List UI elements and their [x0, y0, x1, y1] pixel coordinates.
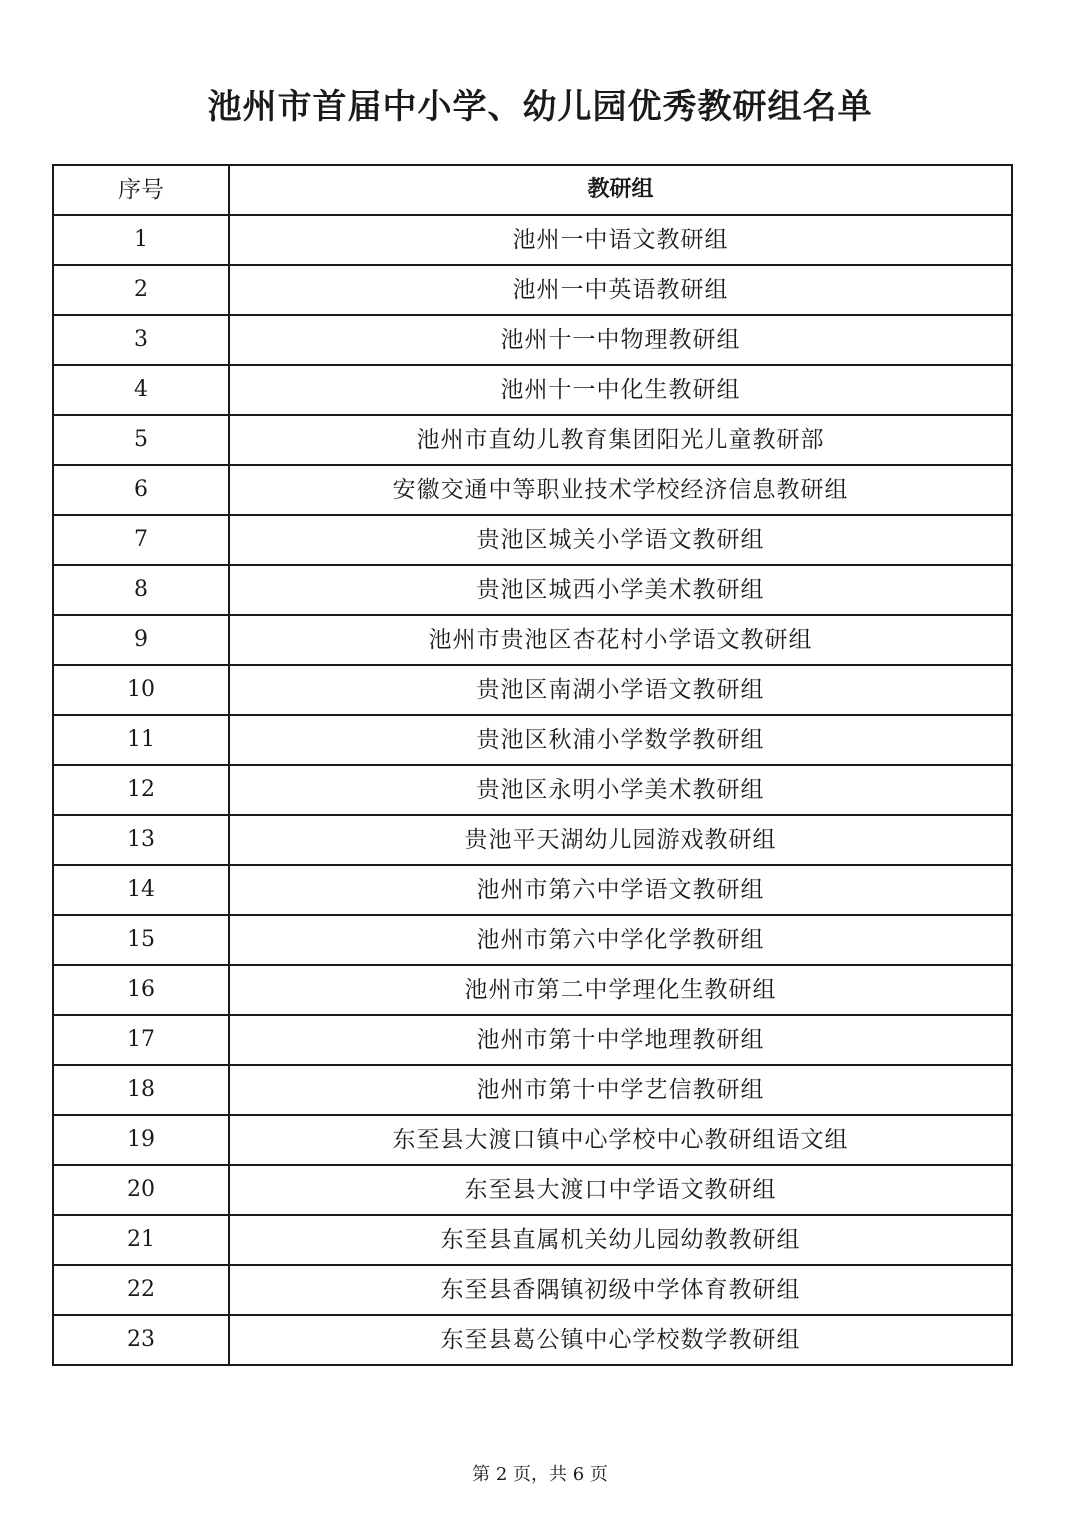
research-group-cell: 池州市直幼儿教育集团阳光儿童教研部	[229, 415, 1012, 465]
research-group-cell: 贵池区永明小学美术教研组	[229, 765, 1012, 815]
table-row	[53, 365, 1012, 415]
serial-number-cell: 19	[53, 1115, 229, 1165]
table-row	[53, 215, 1012, 265]
research-group-cell: 东至县大渡口镇中心学校中心教研组语文组	[229, 1115, 1012, 1165]
serial-number-cell: 1	[53, 215, 229, 265]
research-group-cell: 池州市第六中学化学教研组	[229, 915, 1012, 965]
table-row	[53, 1165, 1012, 1215]
serial-number-cell: 7	[53, 515, 229, 565]
serial-number-cell: 10	[53, 665, 229, 715]
serial-number-cell: 9	[53, 615, 229, 665]
serial-number-cell: 4	[53, 365, 229, 415]
table-row	[53, 565, 1012, 615]
table-row	[53, 665, 1012, 715]
table-row	[53, 1265, 1012, 1315]
table-row	[53, 815, 1012, 865]
research-group-cell: 安徽交通中等职业技术学校经济信息教研组	[229, 465, 1012, 515]
research-group-cell: 贵池平天湖幼儿园游戏教研组	[229, 815, 1012, 865]
table-row	[53, 415, 1012, 465]
serial-number-cell: 22	[53, 1265, 229, 1315]
research-group-cell: 贵池区城关小学语文教研组	[229, 515, 1012, 565]
serial-number-cell: 3	[53, 315, 229, 365]
table-row	[53, 765, 1012, 815]
research-group-cell: 东至县大渡口中学语文教研组	[229, 1165, 1012, 1215]
page-footer: 第 2 页，共 6 页	[472, 1464, 608, 1485]
serial-number-cell: 16	[53, 965, 229, 1015]
research-group-cell: 贵池区秋浦小学数学教研组	[229, 715, 1012, 765]
table-row	[53, 1215, 1012, 1265]
table-row	[53, 265, 1012, 315]
table-row	[53, 865, 1012, 915]
serial-number-cell: 23	[53, 1315, 229, 1365]
header-serial-number: 序号	[53, 165, 229, 215]
table-header-row	[53, 165, 1012, 215]
serial-number-cell: 11	[53, 715, 229, 765]
table-row	[53, 1065, 1012, 1115]
serial-number-cell: 13	[53, 815, 229, 865]
table-row	[53, 715, 1012, 765]
research-group-cell: 池州市第六中学语文教研组	[229, 865, 1012, 915]
research-group-cell: 池州市第十中学地理教研组	[229, 1015, 1012, 1065]
research-group-cell: 贵池区城西小学美术教研组	[229, 565, 1012, 615]
research-group-cell: 池州一中英语教研组	[229, 265, 1012, 315]
table-row	[53, 1315, 1012, 1365]
serial-number-cell: 5	[53, 415, 229, 465]
research-group-cell: 池州市贵池区杏花村小学语文教研组	[229, 615, 1012, 665]
research-group-table	[52, 164, 1013, 1366]
table-row	[53, 465, 1012, 515]
research-group-cell: 池州十一中物理教研组	[229, 315, 1012, 365]
table-row	[53, 315, 1012, 365]
research-group-cell: 东至县直属机关幼儿园幼教教研组	[229, 1215, 1012, 1265]
research-group-cell: 池州市第二中学理化生教研组	[229, 965, 1012, 1015]
table-row	[53, 965, 1012, 1015]
research-group-cell: 东至县葛公镇中心学校数学教研组	[229, 1315, 1012, 1365]
serial-number-cell: 14	[53, 865, 229, 915]
header-research-group: 教研组	[229, 165, 1012, 215]
serial-number-cell: 6	[53, 465, 229, 515]
research-group-cell: 池州市第十中学艺信教研组	[229, 1065, 1012, 1115]
table-row	[53, 915, 1012, 965]
serial-number-cell: 2	[53, 265, 229, 315]
serial-number-cell: 18	[53, 1065, 229, 1115]
serial-number-cell: 20	[53, 1165, 229, 1215]
serial-number-cell: 15	[53, 915, 229, 965]
research-group-cell: 贵池区南湖小学语文教研组	[229, 665, 1012, 715]
research-group-cell: 东至县香隅镇初级中学体育教研组	[229, 1265, 1012, 1315]
serial-number-cell: 12	[53, 765, 229, 815]
document-title: 池州市首届中小学、幼儿园优秀教研组名单	[207, 87, 873, 127]
table-row	[53, 515, 1012, 565]
table-row	[53, 615, 1012, 665]
research-group-cell: 池州十一中化生教研组	[229, 365, 1012, 415]
serial-number-cell: 8	[53, 565, 229, 615]
serial-number-cell: 21	[53, 1215, 229, 1265]
serial-number-cell: 17	[53, 1015, 229, 1065]
table-row	[53, 1015, 1012, 1065]
research-group-cell: 池州一中语文教研组	[229, 215, 1012, 265]
table-row	[53, 1115, 1012, 1165]
